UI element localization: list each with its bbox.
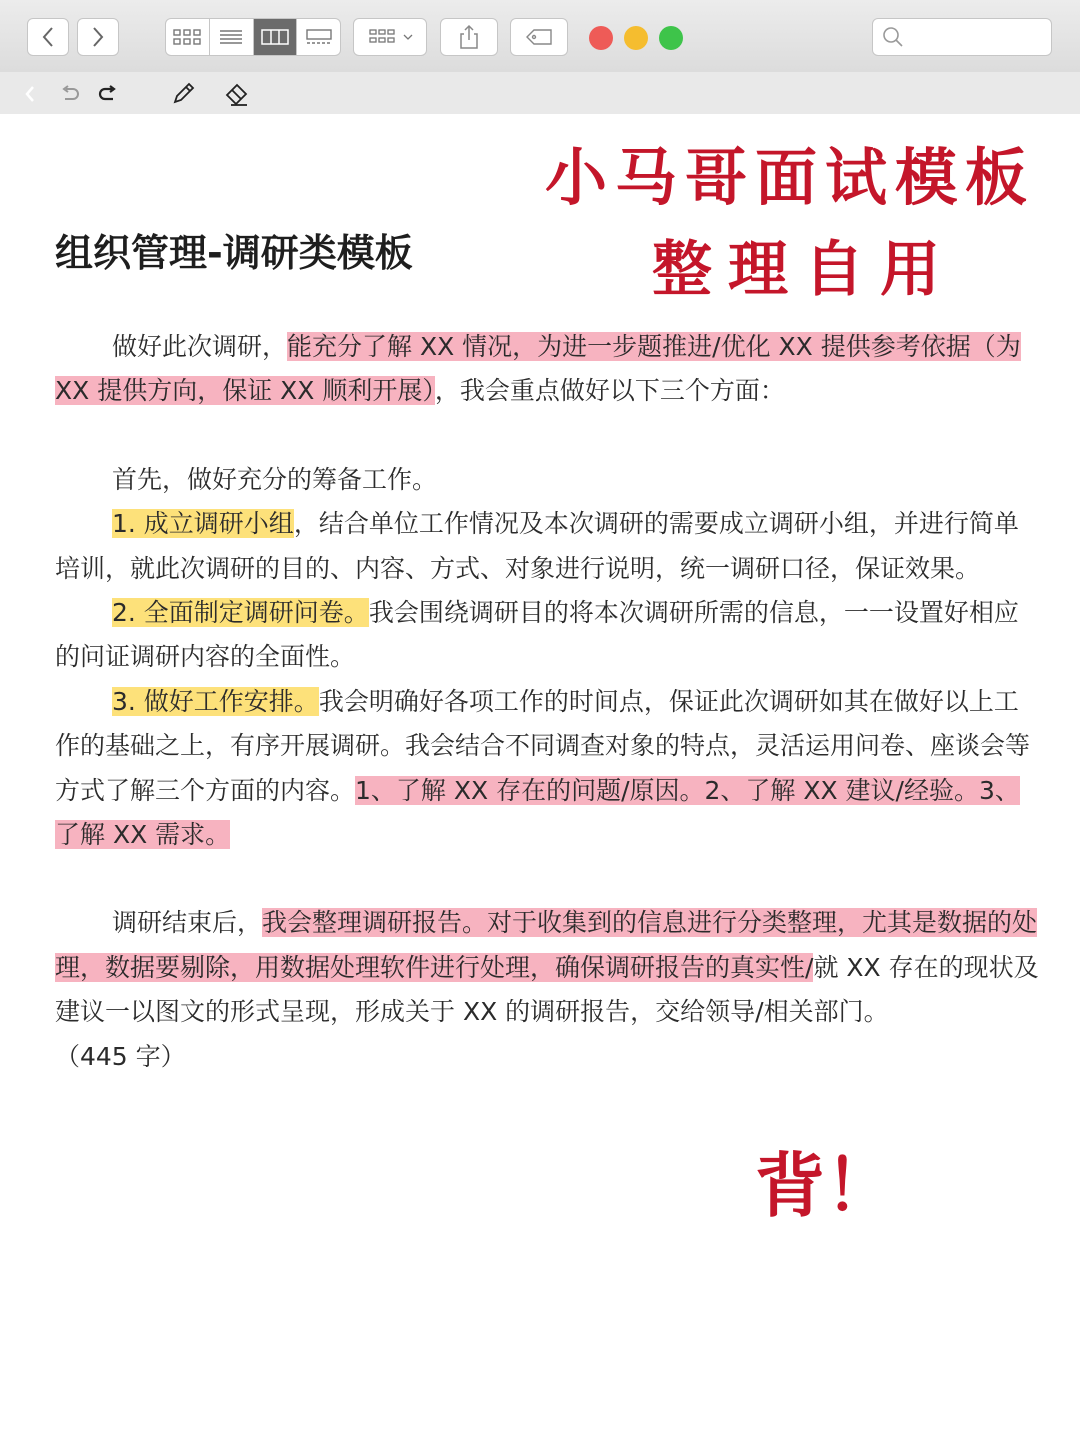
redo-button[interactable] bbox=[92, 78, 124, 110]
paragraph-spacer bbox=[55, 414, 1040, 458]
window-toolbar bbox=[0, 0, 1080, 73]
tag-icon bbox=[524, 27, 554, 47]
item-text: 我会围绕调研目的将本次调研所需的信息，一一设置好相应的问证调研内容的全面性。 bbox=[55, 598, 1019, 672]
item-heading-highlight: 3. 做好工作安排。 bbox=[112, 686, 319, 716]
view-mode-segmented-control bbox=[165, 18, 341, 56]
highlighted-text: 能充分了解 XX 情况，为进一步题推进/优化 XX 提供参考依据（为 XX 提供方向，保证 XX 顺利开展） bbox=[55, 332, 1021, 406]
item-heading-highlight: 2. 全面制定调研问卷。 bbox=[112, 598, 369, 628]
grid-view-button[interactable] bbox=[166, 19, 210, 55]
back-button[interactable] bbox=[27, 18, 69, 56]
edit-toolbar bbox=[0, 72, 1080, 114]
closing-paragraph bbox=[55, 901, 1040, 1034]
minimize-window-button[interactable] bbox=[624, 26, 648, 50]
search-input[interactable] bbox=[872, 18, 1052, 56]
share-icon bbox=[458, 24, 480, 50]
zoom-window-button[interactable] bbox=[659, 26, 683, 50]
eraser-tool-button[interactable] bbox=[221, 78, 253, 110]
redo-icon bbox=[97, 85, 119, 103]
forward-button[interactable] bbox=[77, 18, 119, 56]
search-icon bbox=[881, 25, 905, 49]
group-by-button[interactable] bbox=[353, 18, 427, 56]
item-heading-highlight: 1. 成立调研小组 bbox=[112, 509, 294, 539]
list-item bbox=[55, 680, 1040, 858]
word-count: （445 字） bbox=[55, 1041, 186, 1071]
undo-button[interactable] bbox=[54, 78, 86, 110]
gallery-view-button[interactable] bbox=[297, 19, 340, 55]
closing-text: 调研结束后， bbox=[112, 908, 263, 938]
chevron-left-icon bbox=[41, 26, 55, 48]
intro-paragraph bbox=[55, 325, 1040, 414]
list-view-button[interactable] bbox=[210, 19, 254, 55]
handwritten-subheading: 整理自用 bbox=[652, 235, 956, 305]
document-body bbox=[55, 325, 1040, 1079]
handwritten-heading: 小马哥面试模板 bbox=[545, 141, 1036, 214]
pencil-tool-button[interactable] bbox=[167, 78, 199, 110]
back-arrow-button[interactable] bbox=[14, 78, 46, 110]
tag-button[interactable] bbox=[510, 18, 568, 56]
section-heading: 首先，做好充分的筹备工作。 bbox=[112, 464, 438, 494]
list-item bbox=[55, 591, 1040, 680]
list-view-icon bbox=[218, 28, 244, 46]
eraser-icon bbox=[223, 81, 251, 107]
intro-text-end: ，我会重点做好以下三个方面： bbox=[434, 376, 785, 406]
page-title: 组织管理-调研类模板 bbox=[55, 231, 413, 275]
column-view-icon bbox=[260, 28, 290, 46]
paragraph-spacer bbox=[55, 857, 1040, 901]
highlighted-text: 我会整理调研报告。对于收集到的信息进行分类整理，尤其是数据的处理，数据要剔除，用数据处理软件进行处理，确保调研报告的真实性/ bbox=[55, 908, 1038, 982]
column-view-button[interactable] bbox=[254, 19, 298, 55]
item-text: 我会明确好各项工作的时间点，保证此次调研如其在做好以上工作的基础之上，有序开展调研。我会结合不同调查对象的特点，灵活运用问卷、座谈会等方式了解三个方面的内容。 bbox=[55, 686, 1031, 805]
highlighted-text: 1、了解 XX 存在的问题/原因。2、了解 XX 建议/经验。3、了解 XX 需求。 bbox=[55, 775, 1020, 850]
chevron-right-icon bbox=[91, 26, 105, 48]
intro-text: 做好此次调研， bbox=[112, 332, 288, 361]
handwritten-note: 背！ bbox=[755, 1144, 895, 1227]
item-text: ，结合单位工作情况及本次调研的需要成立调研小组，并进行简单培训，就此次调研的目的、内容、方式、对象进行说明，统一调研口径，保证效果。 bbox=[55, 509, 1019, 583]
group-by-icon bbox=[360, 27, 420, 47]
grid-view-icon bbox=[172, 28, 202, 46]
chevron-left-icon bbox=[23, 84, 37, 104]
undo-icon bbox=[59, 85, 81, 103]
close-window-button[interactable] bbox=[589, 26, 613, 50]
closing-text-end: 就 XX 存在的现状及建议一以图文的形式呈现，形成关于 XX 的调研报告，交给领导/相关部门。 bbox=[55, 952, 1039, 1027]
gallery-view-icon bbox=[304, 28, 334, 46]
share-button[interactable] bbox=[440, 18, 498, 56]
list-item bbox=[55, 502, 1040, 591]
pencil-icon bbox=[170, 81, 196, 107]
